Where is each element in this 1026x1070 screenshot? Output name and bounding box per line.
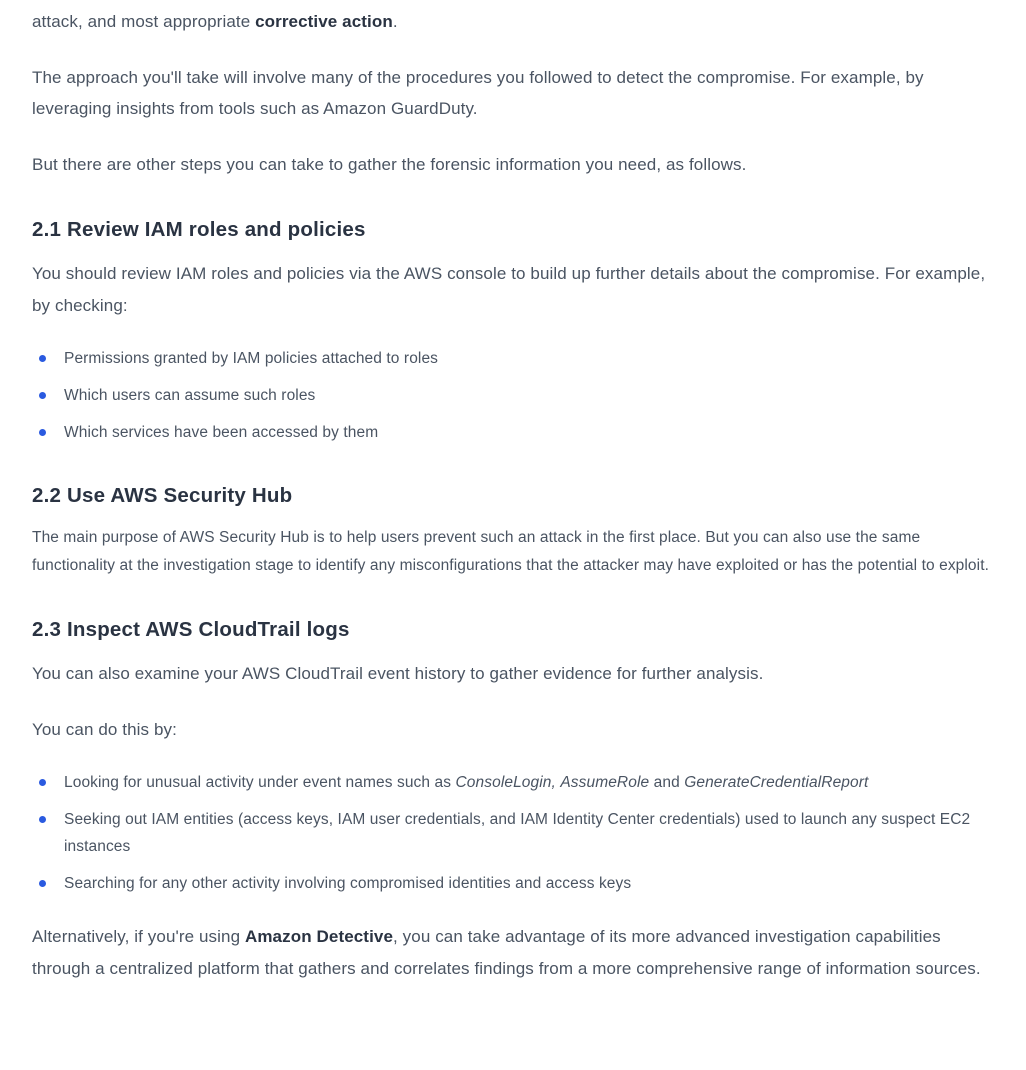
bullet-dot-icon: [39, 880, 46, 887]
paragraph-security-hub: The main purpose of AWS Security Hub is to help users prevent such an attack in the first place. But you can also use the same functionality at the investigation stage to identify any misconfigurations that the attacker may have exploited or has the potential to exploit.: [32, 529, 990, 574]
list-item-text: Searching for any other activity involving compromised identities and access keys: [64, 875, 632, 892]
bullet-dot-icon: [39, 779, 46, 786]
bullet-dot-icon: [39, 355, 46, 362]
list-item-text: Permissions granted by IAM policies attached to roles: [64, 350, 439, 367]
amazon-detective-emphasis: Amazon Detective: [244, 927, 394, 946]
bullet-dot-icon: [39, 429, 46, 436]
cloudtrail-bullet-list: [32, 769, 990, 897]
paragraph-text: Alternatively, if you're using: [32, 927, 245, 946]
paragraph-text: , you can take advantage of its more advanced investigation capabilities through a centralized platform that gathers and correlates findings from a more comprehensive range of information sources.: [32, 927, 981, 978]
list-item-text: Seeking out IAM entities (access keys, IAM user credentials, and IAM Identity Center credentials) used to launch any suspect EC2 instances: [64, 811, 971, 855]
paragraph-iam-intro: You should review IAM roles and policies via the AWS console to build up further details about the compromise. For example, by checking:: [32, 264, 986, 315]
event-name-consolelogin: ConsoleLogin,: [455, 774, 556, 791]
section-heading-cloudtrail: 2.3 Inspect AWS CloudTrail logs: [32, 618, 350, 641]
list-item-text: Which users can assume such roles: [64, 387, 316, 404]
list-item: [32, 769, 990, 796]
paragraph-approach: The approach you'll take will involve many of the procedures you followed to detect the compromise. For example, by leveraging insights from tools such as Amazon GuardDuty.: [32, 67, 924, 118]
event-name-generatecredentialreport: GenerateCredentialReport: [684, 774, 869, 791]
section-heading-security-hub: 2.2 Use AWS Security Hub: [32, 484, 293, 507]
paragraph-do-this-by: You can do this by:: [32, 719, 177, 739]
list-item: [32, 419, 990, 446]
bullet-dot-icon: [39, 392, 46, 399]
section-heading-iam: 2.1 Review IAM roles and policies: [32, 218, 366, 241]
event-name-assumerole: AssumeRole: [560, 774, 650, 791]
bullet-dot-icon: [39, 816, 46, 823]
paragraph-detective: [32, 921, 990, 984]
iam-bullet-list: [32, 345, 990, 446]
corrective-action-emphasis: corrective action: [255, 12, 393, 31]
paragraph-corrective-action: [32, 6, 990, 38]
paragraph-text: attack, and most appropriate: [32, 12, 256, 31]
list-item: [32, 870, 990, 897]
list-item-text: Which services have been accessed by them: [64, 424, 379, 441]
list-item-text: Looking for unusual activity under event names such as: [64, 774, 456, 791]
list-item: [32, 806, 990, 860]
paragraph-cloudtrail-intro: You can also examine your AWS CloudTrail event history to gather evidence for further analysis.: [32, 664, 764, 683]
paragraph-text: .: [392, 12, 398, 31]
list-item: [32, 382, 990, 409]
paragraph-other-steps: But there are other steps you can take to gather the forensic information you need, as follows.: [32, 154, 747, 174]
list-item: [32, 345, 990, 372]
list-item-text: and: [649, 774, 685, 791]
